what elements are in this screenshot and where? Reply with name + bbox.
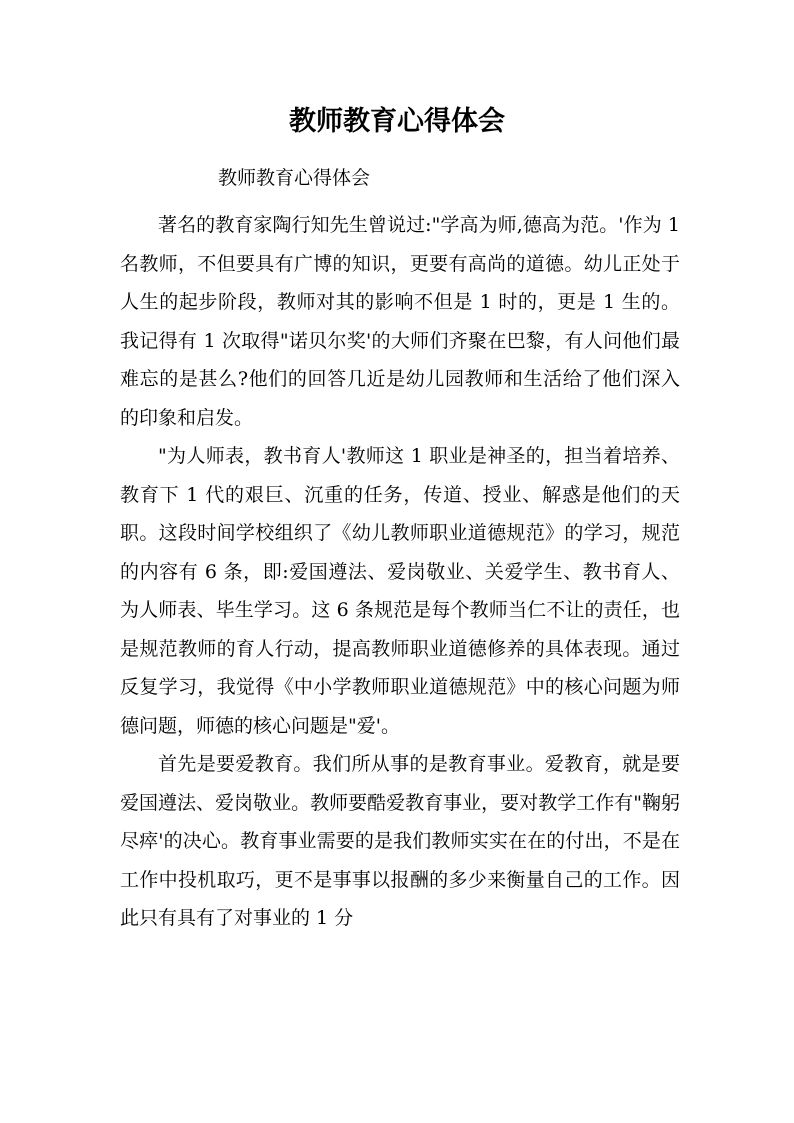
document-subtitle: 教师教育心得体会 bbox=[218, 167, 371, 189]
paragraph-1: 著名的教育家陶行知先生曾说过:"学高为师,德高为范。'作为 1 名教师，不但要具有广博的知识，更要有高尚的道德。幼儿正处于人生的起步阶段，教师对其的影响不但是 1 时的，更是 1 生的。我记得有 1 次取得"诺贝尔奖'的大师们齐聚在巴黎，有人问他们最难忘的是甚么?他们的回答几近是幼儿园教师和生活给了他们深入的印象和启发。 bbox=[120, 214, 680, 429]
document-title: 教师教育心得体会 bbox=[289, 106, 505, 137]
document-body bbox=[120, 206, 680, 938]
paragraph-2: "为人师表，教书育人'教师这 1 职业是神圣的，担当着培养、教育下 1 代的艰巨、沉重的任务，传道、授业、解惑是他们的天职。这段时间学校组织了《幼儿教师职业道德规范》的学习，规范的内容有 6 条，即:爱国遵法、爱岗敬业、关爱学生、教书育人、为人师表、毕生学习。这 6 条规范是每个教师当仁不让的责任，也是规范教师的育人行动，提高教师职业道德修养的具体表现。通过反复学习，我觉得《中小学教师职业道德规范》中的核心问题为师德问题，师德的核心问题是"爱'。 bbox=[120, 445, 680, 737]
paragraph-3: 首先是要爱教育。我们所从事的是教育事业。爱教育，就是要爱国遵法、爱岗敬业。教师要酷爱教育事业，要对教学工作有"鞠躬尽瘁'的决心。教育事业需要的是我们教师实实在在的付出，不是在工作中投机取巧，更不是事事以报酬的多少来衡量自己的工作。因此只有具有了对事业的 1 分 bbox=[120, 753, 680, 929]
